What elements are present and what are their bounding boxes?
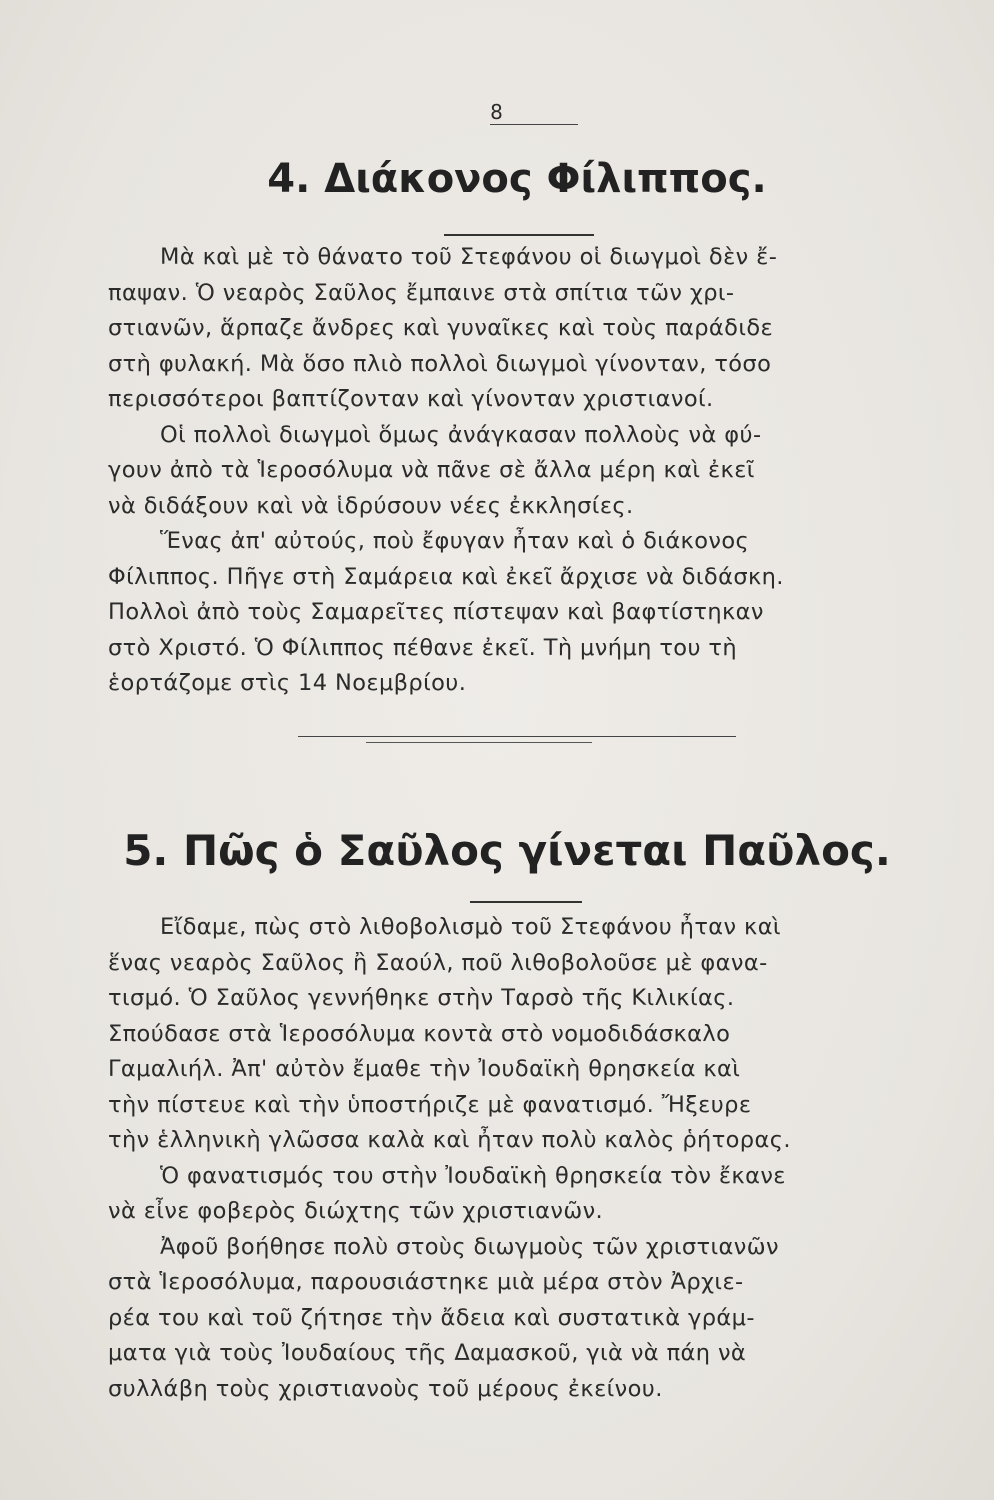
page-number-underline: [490, 124, 578, 125]
section-2-body: [108, 910, 928, 1407]
section-1-body: [108, 240, 928, 702]
text-line: ρέα του καὶ τοῦ ζήτησε τὴν ἄδεια καὶ συστατικὰ γράμ-: [108, 1304, 755, 1331]
text-line: Ἀφοῦ βοήθησε πολὺ στοὺς διωγμοὺς τῶν χριστιανῶν: [160, 1233, 779, 1260]
text-line: Μὰ καὶ μὲ τὸ θάνατο τοῦ Στεφάνου οἱ διωγμοὶ δὲν ἔ-: [160, 244, 778, 270]
text-line: γουν ἀπὸ τὰ Ἱεροσόλυμα νὰ πᾶνε σὲ ἄλλα μέρη καὶ ἐκεῖ: [108, 457, 755, 483]
section-divider: [298, 736, 736, 737]
text-line: νὰ εἶνε φοβερὸς διώχτης τῶν χριστιανῶν.: [108, 1198, 604, 1224]
text-line: Πολλοὶ ἀπὸ τοὺς Σαμαρεῖτες πίστεψαν καὶ βαφτίστηκαν: [108, 599, 764, 625]
text-line: στιανῶν, ἅρπαζε ἄνδρες καὶ γυναῖκες καὶ τοὺς παράδιδε: [108, 315, 774, 341]
text-line: Σπούδασε στὰ Ἱεροσόλυμα κοντὰ στὸ νομοδιδάσκαλο: [108, 1020, 731, 1047]
text-line: τὴν πίστευε καὶ τὴν ὑποστήριζε μὲ φανατισμό. Ἤξευρε: [108, 1091, 752, 1118]
text-line: συλλάβη τοὺς χριστιανοὺς τοῦ μέρους ἐκείνου.: [108, 1375, 663, 1402]
section-divider-inner: [366, 742, 592, 743]
text-line: Ἕνας ἀπ' αὐτούς, ποὺ ἔφυγαν ἦταν καὶ ὁ διάκονος: [160, 528, 750, 554]
text-line: ματα γιὰ τοὺς Ἰουδαίους τῆς Δαμασκοῦ, γιὰ νὰ πάη νὰ: [108, 1340, 747, 1366]
text-line: τισμό. Ὁ Σαῦλος γεννήθηκε στὴν Ταρσὸ τῆς Κιλικίας.: [108, 985, 735, 1011]
section-2-title-rule: [470, 901, 582, 903]
text-line: τὴν ἑλληνικὴ γλῶσσα καλὰ καὶ ἦταν πολὺ καλὸς ῥήτορας.: [108, 1127, 791, 1153]
text-line: Γαμαλιήλ. Ἀπ' αὐτὸν ἔμαθε τὴν Ἰουδαϊκὴ θρησκεία καὶ: [108, 1056, 741, 1082]
text-line: Φίλιππος. Πῆγε στὴ Σαμάρεια καὶ ἐκεῖ ἄρχισε νὰ διδάσκη.: [108, 563, 784, 590]
page-number: 8: [490, 100, 504, 124]
text-line: περισσότεροι βαπτίζονταν καὶ γίνονταν χριστιανοί.: [108, 386, 714, 412]
text-line: στὴ φυλακή. Μὰ ὅσο πλιὸ πολλοὶ διωγμοὶ γίνονταν, τόσο: [108, 350, 772, 377]
text-line: ἑορτάζομε στὶς 14 Νοεμβρίου.: [108, 670, 467, 696]
section-2-title: 5. Πῶς ὁ Σαῦλος γίνεται Παῦλος.: [123, 826, 891, 875]
text-line: Ὁ φανατισμός του στὴν Ἰουδαϊκὴ θρησκεία τὸν ἔκανε: [160, 1162, 786, 1189]
section-1-title: 4. Διάκονος Φίλιππος.: [267, 156, 767, 202]
text-line: παψαν. Ὁ νεαρὸς Σαῦλος ἔμπαινε στὰ σπίτια τῶν χρι-: [108, 279, 735, 306]
text-line: ἕνας νεαρὸς Σαῦλος ἢ Σαούλ, ποῦ λιθοβολοῦσε μὲ φανα-: [108, 949, 768, 976]
text-line: Εἴδαμε, πὼς στὸ λιθοβολισμὸ τοῦ Στεφάνου ἦταν καὶ: [160, 914, 781, 940]
text-line: στὰ Ἱεροσόλυμα, παρουσιάστηκε μιὰ μέρα στὸν Ἀρχιε-: [108, 1269, 744, 1295]
text-line: στὸ Χριστό. Ὁ Φίλιππος πέθανε ἐκεῖ. Τὴ μνήμη του τὴ: [108, 634, 738, 661]
section-1-title-rule: [444, 234, 594, 236]
text-line: νὰ διδάξουν καὶ νὰ ἱδρύσουν νέες ἐκκλησίες.: [108, 492, 634, 519]
text-line: Οἱ πολλοὶ διωγμοὶ ὅμως ἀνάγκασαν πολλοὺς νὰ φύ-: [160, 421, 762, 448]
